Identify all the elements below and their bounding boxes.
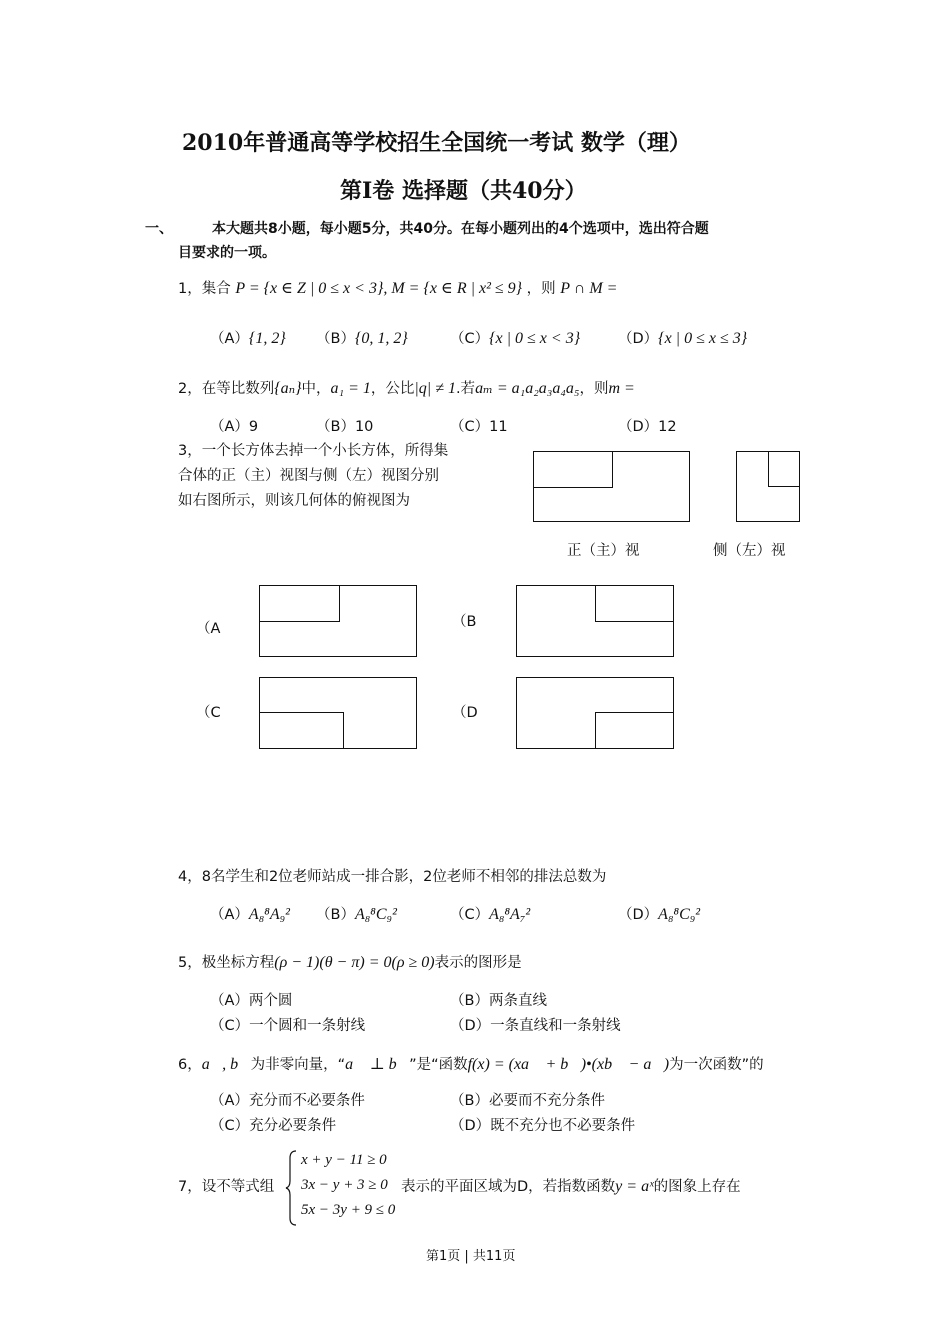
- q7-ineq-1: x + y − 11 ≥ 0: [301, 1152, 387, 1168]
- q1-option-c: （C）{x | 0 ≤ x < 3}: [450, 330, 581, 347]
- q3-option-b-cutout: [595, 585, 674, 622]
- q3-option-a-cutout: [259, 585, 340, 622]
- q1-option-b: （B）{0, 1, 2}: [316, 330, 408, 347]
- q2-option-c: （C）11: [450, 419, 508, 435]
- q6-option-d: （D）既不充分也不必要条件: [450, 1118, 636, 1134]
- q5-option-c: （C）一个圆和一条射线: [210, 1018, 366, 1034]
- q2-option-b: （B）10: [316, 419, 374, 435]
- q2-option-a: （A）9: [210, 419, 259, 435]
- q1-option-d: （D）{x | 0 ≤ x ≤ 3}: [618, 330, 748, 347]
- section-instruction-line2: 目要求的一项。: [178, 245, 276, 261]
- side-view-figure: [736, 451, 800, 522]
- q6-option-c: （C）充分必要条件: [210, 1118, 337, 1134]
- q4-option-a: （A）A₈⁸A₉²: [210, 906, 290, 923]
- front-view-cutout: [533, 451, 613, 488]
- question-2: 2，在等比数列{aₙ}中，a₁ = 1，公比|q| ≠ 1.若aₘ = a₁a₂a₃a₄a₅，则m =: [178, 380, 635, 397]
- section-title: 第I卷 选择题（共40分）: [340, 178, 587, 204]
- q3-line3: 如右图所示，则该几何体的俯视图为: [178, 493, 410, 509]
- question-1: [178, 278, 617, 300]
- q7-stem: 7，设不等式组: [178, 1179, 275, 1195]
- q7-ineq-3: 5x − 3y + 9 ≤ 0: [301, 1202, 396, 1218]
- q5-option-a: （A）两个圆: [210, 993, 293, 1009]
- q3-option-d-label: （D: [452, 705, 478, 721]
- q3-option-b-label: （B: [452, 614, 477, 630]
- q2-option-d: （D）12: [618, 419, 677, 435]
- q3-option-c-cutout: [259, 712, 344, 749]
- front-view-label: 正（主）视: [567, 543, 640, 559]
- front-view-figure: [533, 451, 690, 522]
- q1-math2: P ∩ M =: [560, 280, 618, 297]
- question-5: 5，极坐标方程(ρ − 1)(θ − π) = 0(ρ ≥ 0)表示的图形是: [178, 954, 522, 971]
- page-footer: 第1页 | 共11页: [426, 1249, 516, 1264]
- q3-option-a-label: （A: [196, 621, 221, 637]
- q3-option-d-figure: [516, 677, 674, 749]
- q5-option-d: （D）一条直线和一条射线: [450, 1018, 621, 1034]
- brace-icon: [285, 1150, 297, 1226]
- q1-option-a: （A）{1, 2}: [210, 330, 286, 347]
- q3-option-c-figure: [259, 677, 417, 749]
- q4-option-c: （C）A₈⁸A₇²: [450, 906, 531, 923]
- side-view-label: 侧（左）视: [713, 543, 786, 559]
- page-title: 2010年普通高等学校招生全国统一考试 数学（理）: [182, 130, 691, 156]
- q1-math: P = {x ∈ Z | 0 ≤ x < 3}, M = {x ∈ R | x² ≤ 9}: [235, 280, 523, 297]
- q4-option-b: （B）A₈⁸C₉²: [316, 906, 397, 923]
- section-number: 一、: [145, 221, 173, 237]
- question-6: 6，a⃗, b⃗为非零向量，“a⃗ ⊥ b⃗”是“函数f(x) = (xa⃗ + b⃗)•(xb⃗ − a⃗)为一次函数”的: [178, 1056, 764, 1073]
- q1-tail: ，则: [526, 281, 556, 297]
- q3-option-c-label: （C: [196, 705, 221, 721]
- q6-option-b: （B）必要而不充分条件: [450, 1093, 605, 1109]
- q6-option-a: （A）充分而不必要条件: [210, 1093, 365, 1109]
- q7-tail: 表示的平面区域为D，若指数函数y = aˣ的图象上存在: [401, 1178, 741, 1195]
- q3-option-d-cutout: [595, 712, 674, 749]
- q7-inequality-system: [285, 1150, 405, 1226]
- q3-option-a-figure: [259, 585, 417, 657]
- section-instruction-line1: 本大题共8小题，每小题5分，共40分。在每小题列出的4个选项中，选出符合题: [212, 221, 709, 237]
- question-4: 4，8名学生和2位老师站成一排合影，2位老师不相邻的排法总数为: [178, 869, 607, 885]
- q1-stem: 1，集合: [178, 281, 231, 297]
- q7-ineq-2: 3x − y + 3 ≥ 0: [301, 1177, 388, 1193]
- q3-line2: 合体的正（主）视图与侧（左）视图分别: [178, 468, 439, 484]
- side-view-cutout: [768, 451, 800, 487]
- q3-line1: 3，一个长方体去掉一个小长方体，所得集: [178, 443, 449, 459]
- q3-option-b-figure: [516, 585, 674, 657]
- q4-option-d: （D）A₈⁸C₉²: [618, 906, 701, 923]
- q5-option-b: （B）两条直线: [450, 993, 547, 1009]
